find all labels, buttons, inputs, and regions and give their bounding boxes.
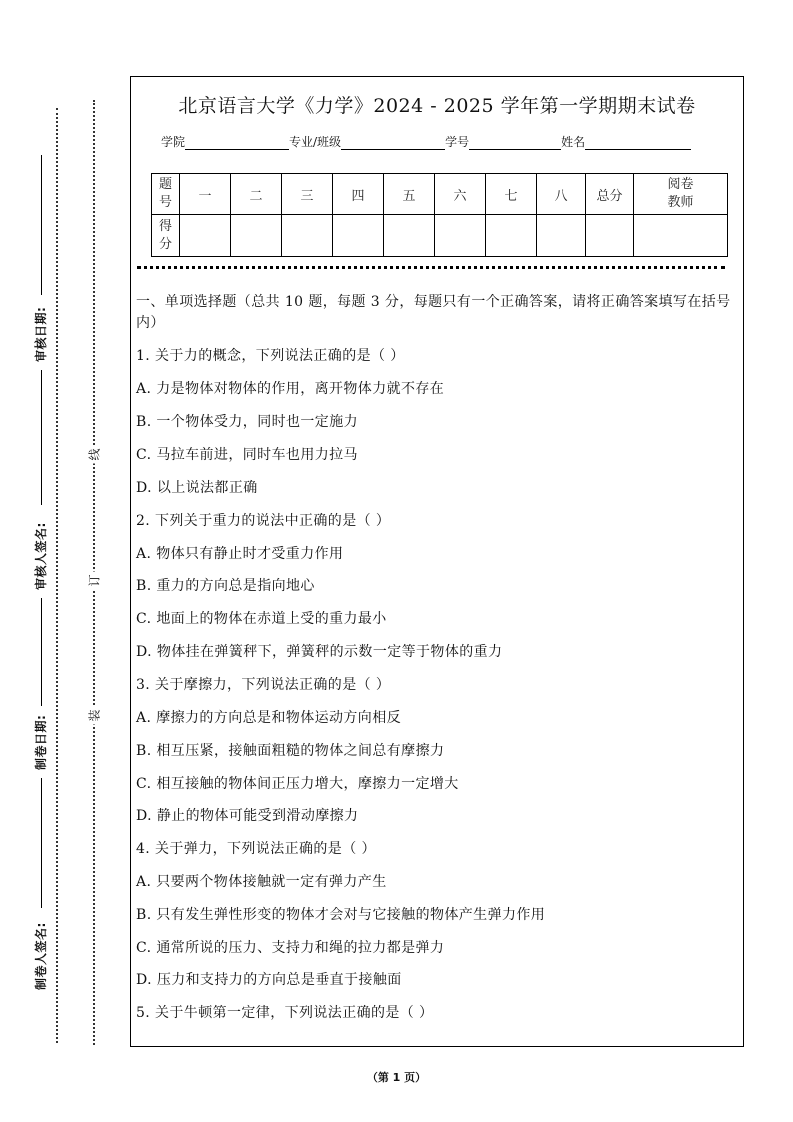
review-date-label: 审核日期: bbox=[34, 306, 48, 362]
option-c: C. 相互接触的物体间正压力增大，摩擦力一定增大 bbox=[136, 776, 459, 792]
question-number-header: 题 号 bbox=[152, 174, 180, 215]
student-id-field[interactable] bbox=[469, 136, 561, 150]
question-stem: 3. 关于摩擦力，下列说法正确的是（ ） bbox=[136, 677, 391, 693]
column-header: 一 bbox=[180, 174, 231, 215]
score-cell[interactable] bbox=[486, 215, 537, 257]
binding-char-zhuang: 装 bbox=[86, 707, 103, 725]
name-label: 姓名 bbox=[561, 135, 586, 149]
make-date-line bbox=[41, 598, 42, 706]
score-cell[interactable] bbox=[537, 215, 586, 257]
option-b: B. 一个物体受力，同时也一定施力 bbox=[136, 414, 358, 430]
column-header: 四 bbox=[333, 174, 384, 215]
option-d: D. 以上说法都正确 bbox=[136, 480, 258, 496]
binding-char-ding: 订 bbox=[86, 572, 103, 590]
score-table-header-row bbox=[152, 174, 728, 215]
score-header: 得 分 bbox=[152, 215, 180, 257]
score-table bbox=[151, 173, 728, 257]
column-header: 二 bbox=[231, 174, 282, 215]
exam-title: 北京语言大学《力学》2024 - 2025 学年第一学期期末试卷 bbox=[178, 95, 696, 117]
grader-cell[interactable] bbox=[634, 215, 728, 257]
reviewer-signature-line bbox=[41, 370, 42, 505]
option-c: C. 马拉车前进，同时车也用力拉马 bbox=[136, 447, 358, 463]
binding-char-xian: 线 bbox=[86, 446, 103, 464]
maker-signature-label: 制卷人签名: bbox=[34, 922, 48, 990]
question-stem: 2. 下列关于重力的说法中正确的是（ ） bbox=[136, 513, 391, 529]
option-b: B. 重力的方向总是指向地心 bbox=[136, 578, 315, 594]
major-label: 专业/班级 bbox=[289, 135, 342, 149]
section-heading: 一、单项选择题（总共 10 题，每题 3 分，每题只有一个正确答案，请将正确答案填写在括号内） bbox=[136, 294, 731, 331]
option-a: A. 力是物体对物体的作用，离开物体力就不存在 bbox=[136, 381, 445, 397]
score-cell[interactable] bbox=[435, 215, 486, 257]
grader-header: 阅卷 教师 bbox=[634, 174, 728, 215]
column-header: 六 bbox=[435, 174, 486, 215]
page-number: （第 1 页） bbox=[366, 1071, 427, 1084]
option-a: A. 物体只有静止时才受重力作用 bbox=[136, 546, 344, 562]
student-id-label: 学号 bbox=[445, 135, 470, 149]
margin-dotted-line-left bbox=[56, 108, 58, 1043]
question-stem: 5. 关于牛顿第一定律，下列说法正确的是（ ） bbox=[136, 1005, 434, 1021]
column-header: 八 bbox=[537, 174, 586, 215]
column-header: 三 bbox=[282, 174, 333, 215]
score-cell[interactable] bbox=[333, 215, 384, 257]
option-d: D. 静止的物体可能受到滑动摩擦力 bbox=[136, 808, 359, 824]
review-date-line bbox=[41, 155, 42, 295]
student-info-row bbox=[161, 133, 691, 150]
total-header: 总分 bbox=[586, 174, 634, 215]
name-field[interactable] bbox=[585, 136, 691, 150]
option-c: C. 地面上的物体在赤道上受的重力最小 bbox=[136, 611, 387, 627]
question-stem: 1. 关于力的概念，下列说法正确的是（ ） bbox=[136, 348, 405, 364]
make-date-label: 制卷日期: bbox=[34, 714, 48, 770]
college-label: 学院 bbox=[161, 135, 186, 149]
major-field[interactable] bbox=[341, 136, 445, 150]
score-cell[interactable] bbox=[231, 215, 282, 257]
column-header: 五 bbox=[384, 174, 435, 215]
column-header: 七 bbox=[486, 174, 537, 215]
option-d: D. 压力和支持力的方向总是垂直于接触面 bbox=[136, 972, 402, 988]
option-a: A. 摩擦力的方向总是和物体运动方向相反 bbox=[136, 710, 402, 726]
option-a: A. 只要两个物体接触就一定有弹力产生 bbox=[136, 874, 387, 890]
option-b: B. 只有发生弹性形变的物体才会对与它接触的物体产生弹力作用 bbox=[136, 907, 546, 923]
maker-signature-line bbox=[41, 778, 42, 908]
college-field[interactable] bbox=[185, 136, 289, 150]
score-cell[interactable] bbox=[384, 215, 435, 257]
score-cell[interactable] bbox=[180, 215, 231, 257]
option-c: C. 通常所说的压力、支持力和绳的拉力都是弹力 bbox=[136, 940, 445, 956]
exam-frame bbox=[130, 76, 744, 1047]
reviewer-signature-label: 审核人签名: bbox=[34, 522, 48, 590]
dotted-separator bbox=[137, 266, 725, 269]
question-stem: 4. 关于弹力，下列说法正确的是（ ） bbox=[136, 841, 376, 857]
total-score-cell[interactable] bbox=[586, 215, 634, 257]
score-cell[interactable] bbox=[282, 215, 333, 257]
option-b: B. 相互压紧，接触面粗糙的物体之间总有摩擦力 bbox=[136, 743, 445, 759]
score-table-score-row bbox=[152, 215, 728, 257]
option-d: D. 物体挂在弹簧秤下，弹簧秤的示数一定等于物体的重力 bbox=[136, 644, 503, 660]
